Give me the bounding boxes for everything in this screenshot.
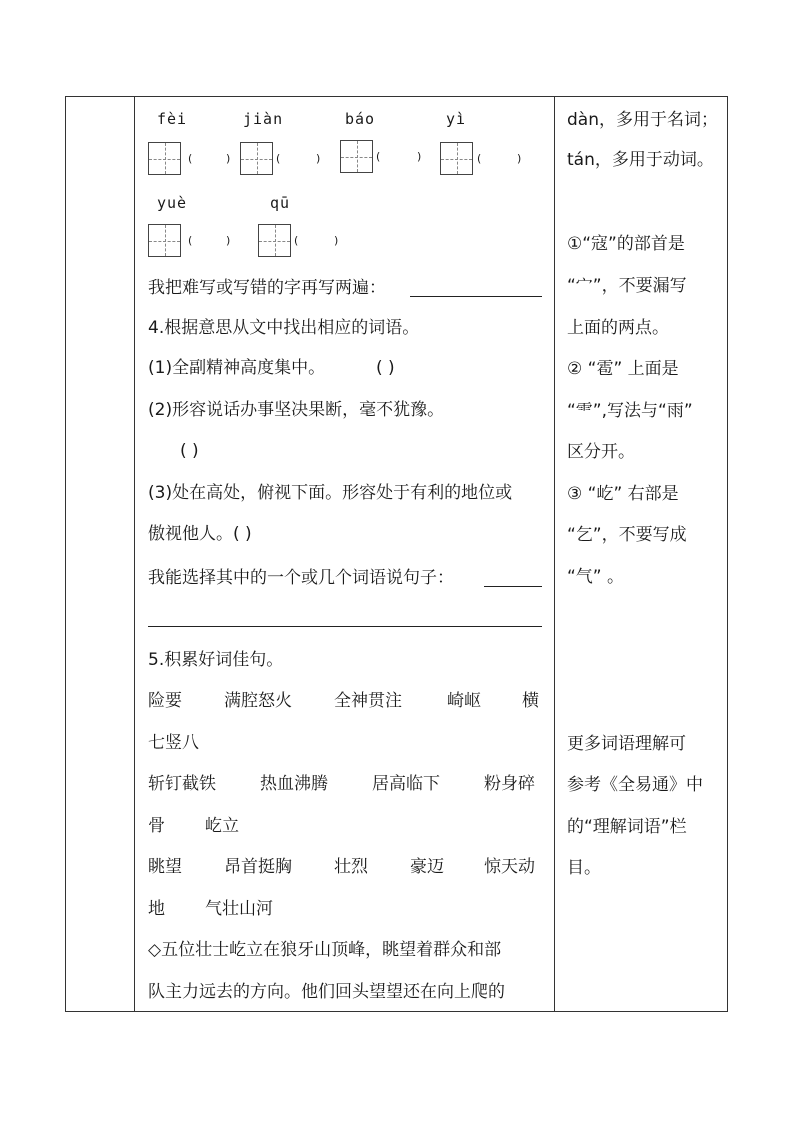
note1-line2: “宀”，不要漏写 (567, 276, 687, 296)
rewrite-answer-line[interactable] (410, 296, 542, 297)
tian-grid-box[interactable] (340, 140, 373, 173)
pinyin-qu: qū (270, 194, 291, 212)
answer-paren-close: ) (334, 234, 339, 247)
answer-paren-open: ( (188, 152, 193, 165)
pinyin-jian: jiàn (243, 110, 284, 128)
answer-paren-close: ) (517, 152, 522, 165)
note2-line1: ② “雹” 上面是 (567, 359, 679, 379)
more-line3: 的“理解词语”栏 (567, 817, 687, 837)
note1-line3: 上面的两点。 (567, 318, 669, 338)
column-divider-left (134, 97, 135, 1011)
word-item: 斩钉截铁 (148, 774, 216, 794)
section4-title: 4.根据意思从文中找出相应的词语。 (148, 318, 420, 338)
pinyin-yi: yì (446, 110, 467, 128)
section4-q3-line2: 傲视他人。( ) (148, 524, 252, 544)
note3-line3: “气” 。 (567, 567, 625, 587)
pinyin-fei: fèi (157, 110, 188, 128)
word-item: 居高临下 (372, 774, 440, 794)
tian-grid-box[interactable] (240, 142, 273, 175)
word-item: 骨 (148, 816, 165, 836)
section5-title: 5.积累好词佳句。 (148, 650, 284, 670)
word-item: 惊天动 (484, 857, 535, 877)
tian-grid-box[interactable] (148, 224, 181, 257)
word-item: 崎岖 (447, 691, 481, 711)
passage-line-2: 队主力远去的方向。他们回头望望还在向上爬的 (148, 982, 505, 1002)
answer-paren-open: ( (188, 234, 193, 247)
word-item: 屹立 (205, 816, 239, 836)
tip-dan: dàn，多用于名词； (567, 110, 718, 130)
sentence-prompt: 我能选择其中的一个或几个词语说句子： (148, 568, 454, 588)
word-item: 壮烈 (334, 857, 368, 877)
word-item: 粉身碎 (484, 774, 535, 794)
sentence-answer-line-2[interactable] (148, 626, 542, 627)
more-line4: 目。 (567, 858, 601, 878)
tian-grid-box[interactable] (440, 142, 473, 175)
pinyin-bao: báo (345, 110, 376, 128)
column-divider-right (554, 97, 555, 1011)
more-line1: 更多词语理解可 (567, 734, 686, 754)
answer-paren-close: ) (226, 234, 231, 247)
word-item: 险要 (148, 691, 182, 711)
word-item: 全神贯注 (334, 691, 402, 711)
word-item: 七竖八 (148, 733, 199, 753)
word-item: 昂首挺胸 (224, 857, 292, 877)
tian-grid-box[interactable] (258, 224, 291, 257)
tian-grid-box[interactable] (148, 142, 181, 175)
word-item: 热血沸腾 (260, 774, 328, 794)
note3-line2: “乞”，不要写成 (567, 525, 687, 545)
passage-line-1: ◇五位壮士屹立在狼牙山顶峰，眺望着群众和部 (148, 940, 502, 960)
section4-q3-line1: (3)处在高处，俯视下面。形容处于有利的地位或 (148, 483, 513, 503)
note2-line2: “⻗”,写法与“雨” (567, 401, 693, 421)
answer-paren-close: ) (316, 152, 321, 165)
answer-paren-close: ) (417, 150, 422, 163)
word-item: 地 (148, 899, 165, 919)
note3-line1: ③ “屹” 右部是 (567, 484, 679, 504)
note2-line3: 区分开。 (567, 442, 635, 462)
section4-q2: (2)形容说话办事坚决果断，毫不犹豫。 (148, 400, 445, 420)
answer-paren-open: ( (276, 152, 281, 165)
tip-tan: tán，多用于动词。 (567, 150, 714, 170)
answer-paren-open: ( (376, 150, 381, 163)
answer-paren-open: ( (477, 152, 482, 165)
word-item: 气壮山河 (205, 899, 273, 919)
section4-q2-blank[interactable]: ( ) (180, 441, 199, 461)
more-line2: 参考《全易通》中 (567, 775, 703, 795)
rewrite-prompt: 我把难写或写错的字再写两遍： (148, 278, 386, 298)
note1-line1: ①“寇”的部首是 (567, 234, 685, 254)
pinyin-yue: yuè (157, 194, 188, 212)
word-item: 眺望 (148, 857, 182, 877)
section4-q1: (1)全副精神高度集中。 (148, 358, 326, 378)
section4-q1-blank[interactable]: ( ) (376, 358, 395, 378)
answer-paren-close: ) (226, 152, 231, 165)
answer-paren-open: ( (294, 234, 299, 247)
sentence-answer-line-1[interactable] (484, 586, 542, 587)
word-item: 满腔怒火 (224, 691, 292, 711)
word-item: 横 (522, 691, 539, 711)
word-item: 豪迈 (410, 857, 444, 877)
